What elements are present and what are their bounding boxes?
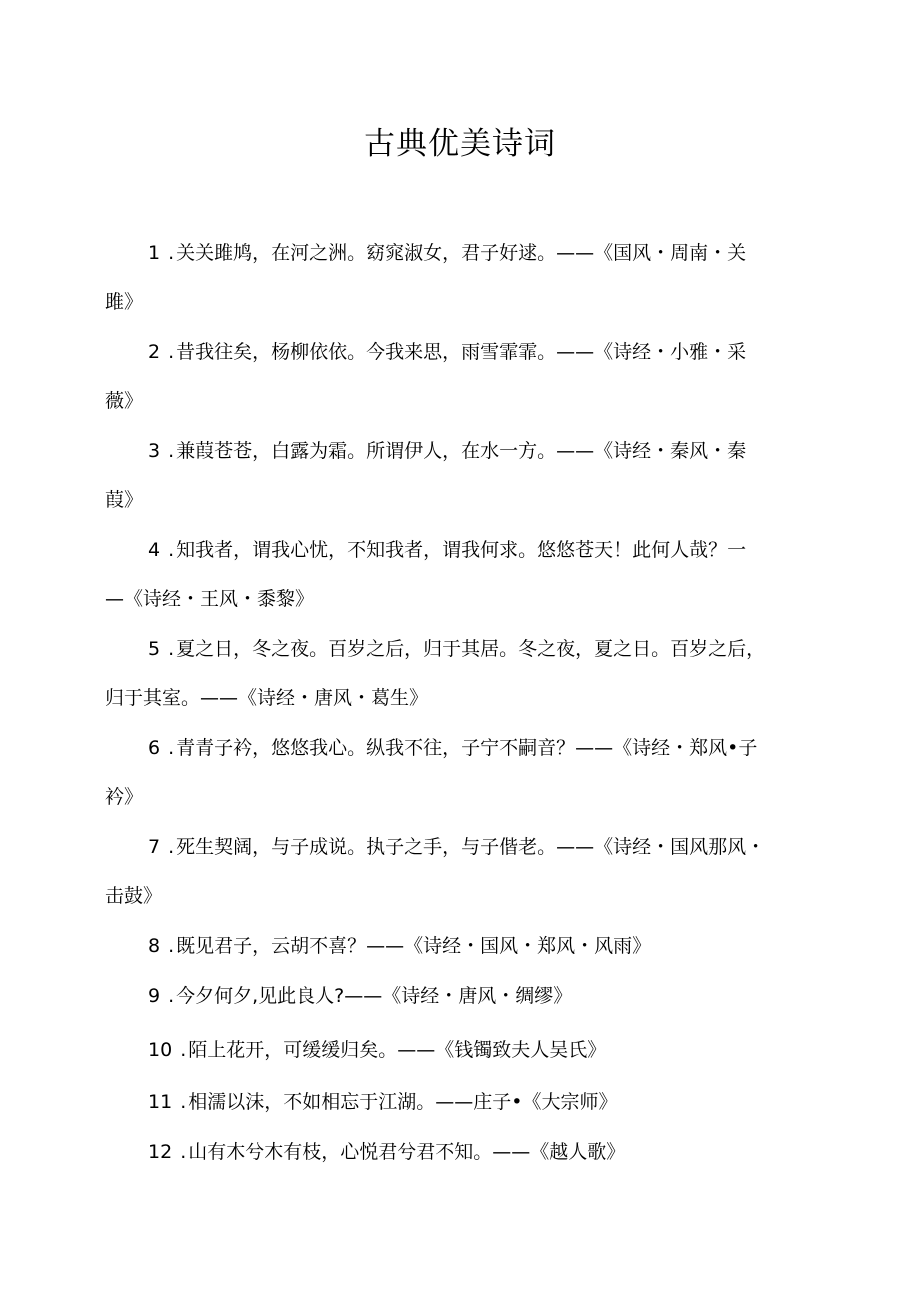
entry-number: 1 (148, 242, 161, 264)
entry-number: 9 (148, 985, 161, 1007)
poem-entry-2-line2: 薇》 (105, 390, 144, 412)
poem-entry-5-line1: 5 . 夏之日，冬之夜。百岁之后，归于其居。冬之夜，夏之日。百岁之后， (148, 634, 765, 664)
poem-entry-3-line1: 3 . 兼葭苍苍，白露为霜。所谓伊人，在水一方。——《诗经・秦风・秦 (148, 436, 746, 466)
entry-text: 山有木兮木有枝，心悦君兮君不知。——《越人歌》 (188, 1141, 626, 1163)
entry-text: 死生契阔，与子成说。执子之手，与子偕老。——《诗经・国风那风・ (176, 836, 766, 858)
poem-entry-6-line1: 6 . 青青子衿，悠悠我心。纵我不往，子宁不嗣音？——《诗经・郑风•子 (148, 733, 757, 763)
poem-entry-8: 8 . 既见君子，云胡不喜？——《诗经・国风・郑风・风雨》 (148, 931, 651, 961)
entry-number: 7 (148, 836, 161, 858)
entry-number: 5 (148, 638, 161, 660)
poem-entry-12: 12 . 山有木兮木有枝，心悦君兮君不知。——《越人歌》 (148, 1137, 625, 1167)
poem-entry-7-line2: 击鼓》 (105, 885, 163, 907)
poem-entry-9: 9 . 今夕何夕,见此良人?——《诗经・唐风・绸缪》 (148, 981, 572, 1011)
poem-entry-6-line2: 衿》 (105, 786, 144, 808)
poem-entry-3-line2: 葭》 (105, 489, 144, 511)
entry-number: 2 (148, 341, 161, 363)
entry-text: 陌上花开，可缓缓归矣。——《钱镯致夫人吴氏》 (188, 1039, 607, 1061)
entry-text: 夏之日，冬之夜。百岁之后，归于其居。冬之夜，夏之日。百岁之后， (176, 638, 766, 660)
entry-text: 关关雎鸠，在河之洲。窈窕淑女，君子好逑。——《国风・周南・关 (176, 242, 747, 264)
entry-text: 相濡以沫，不如相忘于江湖。——庄子•《大宗师》 (188, 1091, 618, 1113)
entry-number: 3 (148, 440, 161, 462)
entry-text: 昔我往矣，杨柳依依。今我来思，雨雪霏霏。——《诗经・小雅・采 (176, 341, 747, 363)
poem-entry-1-line1: 1 . 关关雎鸠，在河之洲。窈窕淑女，君子好逑。——《国风・周南・关 (148, 238, 746, 268)
poem-entry-7-line1: 7 . 死生契阔，与子成说。执子之手，与子偕老。——《诗经・国风那风・ (148, 832, 765, 862)
poem-entry-4-line2: —《诗经・王风・黍黎》 (105, 588, 315, 610)
entry-number: 6 (148, 737, 161, 759)
entry-number: 12 (148, 1141, 173, 1163)
entry-number: 10 (148, 1039, 173, 1061)
entry-number: 4 (148, 539, 161, 561)
entry-text: 今夕何夕,见此良人?——《诗经・唐风・绸缪》 (176, 985, 573, 1007)
entry-text: 兼葭苍苍，白露为霜。所谓伊人，在水一方。——《诗经・秦风・秦 (176, 440, 747, 462)
poem-entry-2-line1: 2 . 昔我往矣，杨柳依依。今我来思，雨雪霏霏。——《诗经・小雅・采 (148, 337, 746, 367)
document-title: 古典优美诗词 (364, 126, 556, 162)
poem-entry-11: 11 . 相濡以沫，不如相忘于江湖。——庄子•《大宗师》 (148, 1087, 617, 1117)
entry-text: 知我者，谓我心忧，不知我者，谓我何求。悠悠苍天！此何人哉？一 (176, 539, 747, 561)
poem-entry-1-line2: 雎》 (105, 291, 144, 313)
entry-number: 11 (148, 1091, 173, 1113)
entry-text: 青青子衿，悠悠我心。纵我不往，子宁不嗣音？——《诗经・郑风•子 (176, 737, 758, 759)
poem-entry-10: 10 . 陌上花开，可缓缓归矣。——《钱镯致夫人吴氏》 (148, 1035, 606, 1065)
entry-text: 既见君子，云胡不喜？——《诗经・国风・郑风・风雨》 (176, 935, 652, 957)
entry-number: 8 (148, 935, 161, 957)
poem-entry-5-line2: 归于其室。——《诗经・唐风・葛生》 (105, 687, 429, 709)
poem-entry-4-line1: 4 . 知我者，谓我心忧，不知我者，谓我何求。悠悠苍天！此何人哉？一 (148, 535, 746, 565)
